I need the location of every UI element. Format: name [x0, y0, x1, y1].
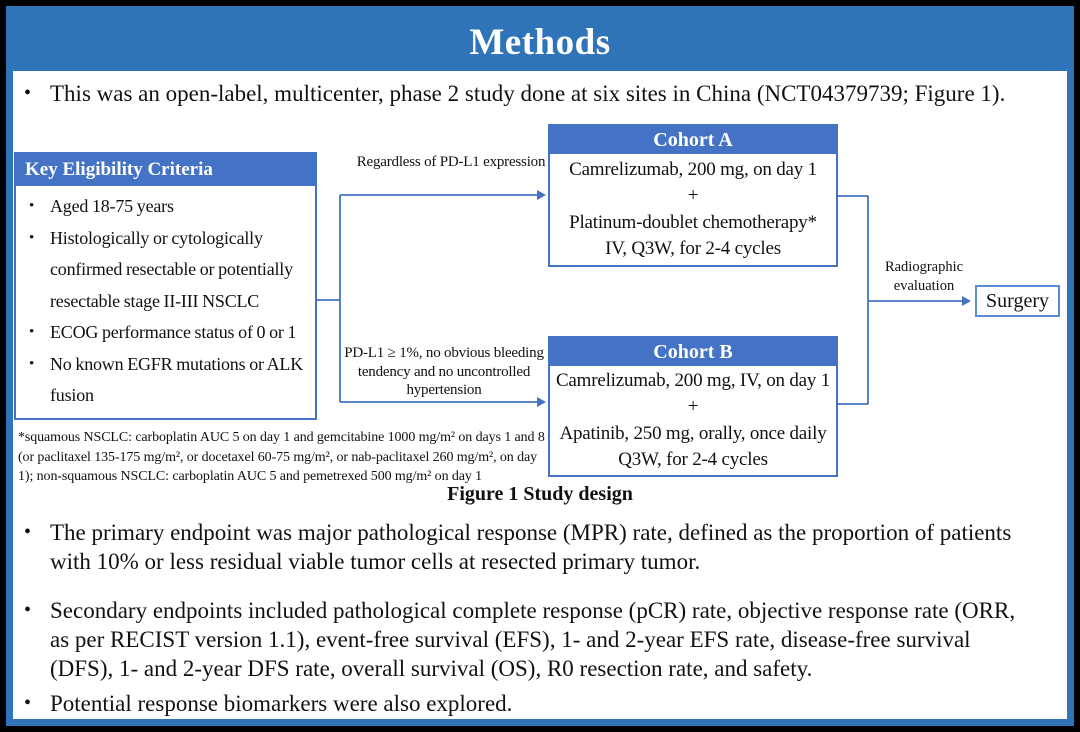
cohort-a-line: Camrelizumab, 200 mg, on day 1: [569, 158, 817, 180]
cohort-b-header: Cohort B: [550, 338, 836, 366]
cohort-a-line: IV, Q3W, for 2-4 cycles: [605, 238, 781, 260]
eligibility-item: • Aged 18-75 years: [16, 191, 312, 223]
slide-title-band: [13, 13, 1067, 71]
eligibility-item: • Histologically or cytologically confirmed resectable or potentially resectable stage II-III NSCLC: [16, 223, 312, 318]
eligibility-item: • ECOG performance status of 0 or 1: [16, 317, 312, 349]
biomarkers-bullet: • Potential response biomarkers were also explored.: [24, 689, 1026, 718]
surgery-box: [975, 285, 1060, 317]
chemotherapy-footnote: *squamous NSCLC: carboplatin AUC 5 on day 1 and gemcitabine 1000 mg/m² on days 1 and 8 (or paclitaxel 135-175 mg/m², or docetaxel 60-75 mg/m², or nab-paclitaxel 260 mg/m², on day 1); non-squamous NSCLC: carboplatin AUC 5 and pemetrexed 500 mg/m² on day 1: [18, 430, 545, 484]
cohort-b-line: +: [687, 396, 699, 418]
branch-label-cohort-a: Regardless of PD-L1 expression: [356, 154, 546, 170]
figure-caption: Figure 1 Study design: [447, 483, 633, 505]
eligibility-box: [14, 152, 317, 420]
cohort-b-line: Q3W, for 2-4 cycles: [618, 448, 768, 470]
radiographic-evaluation-label: Radiographic evaluation: [884, 259, 964, 294]
eligibility-items: [16, 186, 315, 418]
secondary-endpoints-bullet: • Secondary endpoints included pathological complete response (pCR) rate, objective response rate (ORR, as per RECIST version 1.1), event-free survival (EFS), 1- and 2-year EFS rate, disease-free survival (DFS), 1- and 2-year DFS rate, overall survival (OS), R0 resection rate, and safety.: [24, 596, 1026, 683]
cohort-a-line: +: [687, 185, 699, 207]
arrowhead-cohort-a: [537, 190, 546, 200]
cohort-a-body: [550, 154, 836, 265]
methods-slide: [6, 6, 1074, 726]
cohort-a-line: Platinum-doublet chemotherapy*: [569, 211, 817, 233]
cohort-a-box: [548, 124, 838, 267]
cohort-a-header: Cohort A: [550, 126, 836, 154]
surgery-label: Surgery: [986, 289, 1049, 312]
branch-label-cohort-b: PD-L1 ≥ 1%, no obvious bleeding tendency and no uncontrolled hypertension: [344, 345, 544, 398]
slide-title: Methods: [469, 21, 611, 63]
cohort-b-body: [550, 366, 836, 475]
cohort-b-line: Camrelizumab, 200 mg, IV, on day 1: [555, 370, 831, 392]
arrowhead-surgery: [962, 296, 971, 306]
cohort-b-box: [548, 336, 838, 477]
slide-content: [13, 13, 1067, 719]
eligibility-box-header: Key Eligibility Criteria: [16, 154, 315, 186]
eligibility-item: • No known EGFR mutations or ALK fusion: [16, 349, 312, 412]
cohort-b-line: Apatinib, 250 mg, orally, once daily: [559, 422, 827, 444]
intro-bullet: • This was an open-label, multicenter, phase 2 study done at six sites in China (NCT04379739; Figure 1).: [24, 79, 1026, 108]
primary-endpoint-bullet: • The primary endpoint was major pathological response (MPR) rate, defined as the proportion of patients with 10% or less residual viable tumor cells at resected primary tumor.: [24, 518, 1026, 576]
